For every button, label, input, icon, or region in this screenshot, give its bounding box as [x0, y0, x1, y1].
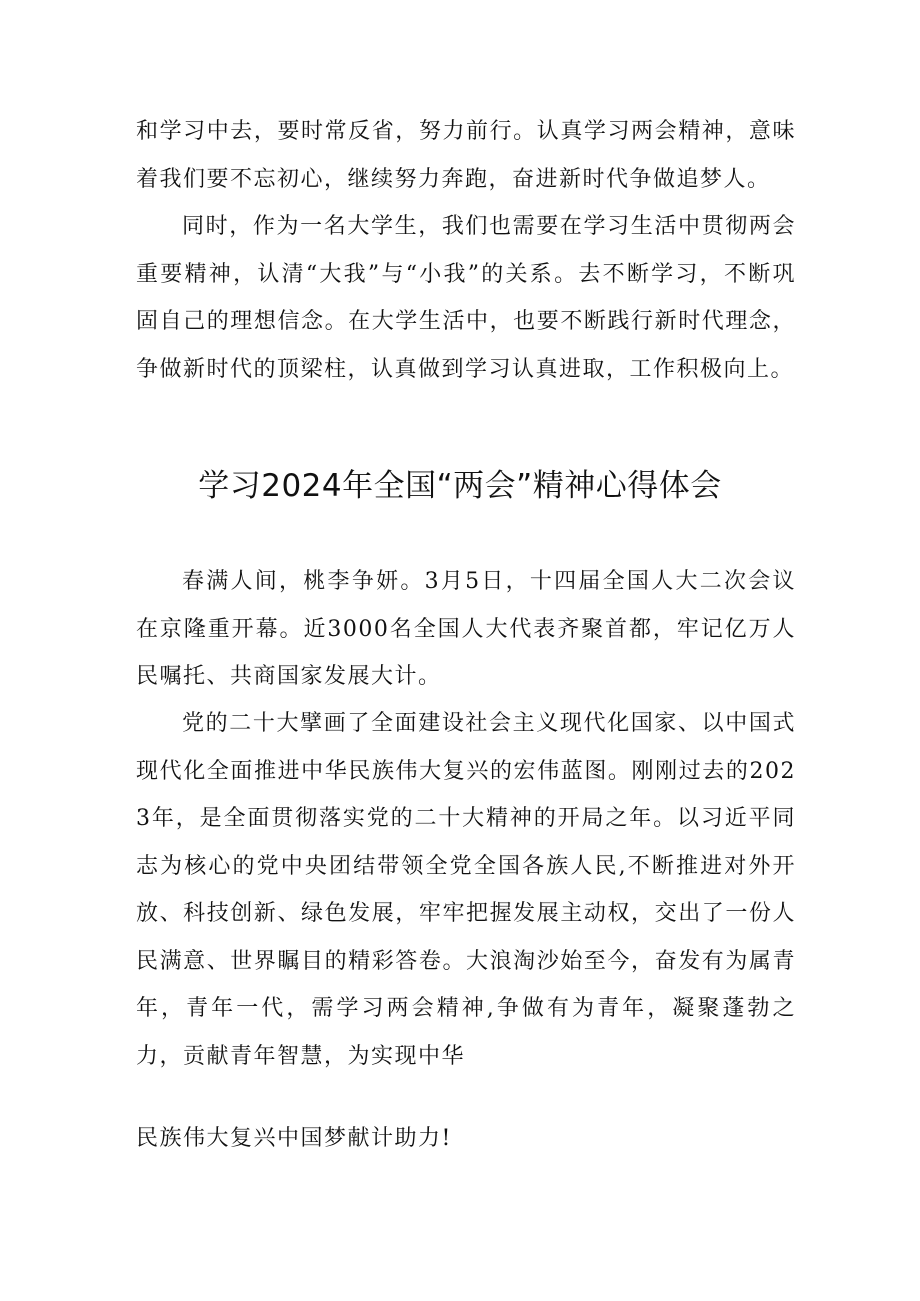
- paragraph-student: 同时，作为一名大学生，我们也需要在学习生活中贯彻两会重要精神，认清“大我”与“小我”的关系。去不断学习，不断巩固自己的理想信念。在大学生活中，也要不断践行新时代理念，争做新时代的顶梁柱，认真做到学习认真进取，工作积极向上。: [136, 214, 796, 382]
- paragraph-opening: 春满人间，桃李争妍。3月5日，十四届全国人大二次会议在京隆重开幕。近3000名全国人大代表齐聚首都，牢记亿万人民嘱托、共商国家发展大计。: [136, 569, 796, 689]
- paragraph-continuation: 和学习中去，要时常反省，努力前行。认真学习两会精神，意味着我们要不忘初心，继续努力奔跑，奋进新时代争做追梦人。: [136, 119, 796, 192]
- paragraph-closing: 民族伟大复兴中国梦献计助力!: [136, 1126, 452, 1151]
- paragraph-blueprint: 党的二十大擘画了全面建设社会主义现代化国家、以中国式现代化全面推进中华民族伟大复兴的宏伟蓝图。刚刚过去的2023年，是全面贯彻落实党的二十大精神的开局之年。以习近平同志为核心的党中央团结带领全党全国各族人民,不断推进对外开放、科技创新、绿色发展，牢牢把握发展主动权，交出了一份人民满意、世界瞩目的精彩答卷。大浪淘沙始至今，奋发有为属青年，青年一代，需学习两会精神,争做有为青年，凝聚蓬勃之力，贡献青年智慧，为实现中华: [136, 711, 796, 1069]
- document-title: 学习2024年全国“两会”精神心得体会: [198, 468, 722, 504]
